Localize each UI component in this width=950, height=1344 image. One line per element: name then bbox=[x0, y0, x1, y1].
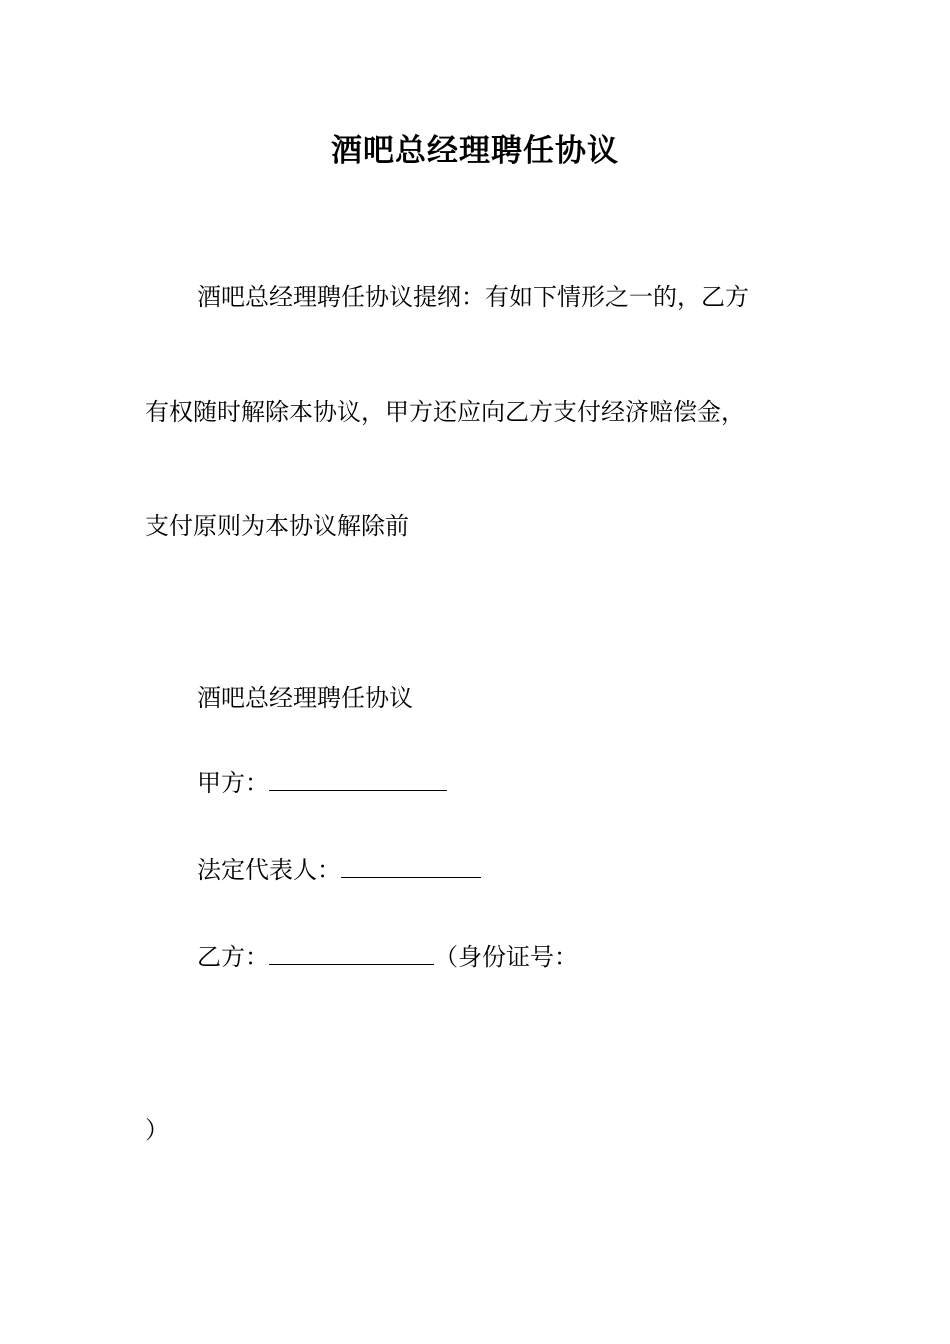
agreement-subtitle: 酒吧总经理聘任协议 bbox=[197, 684, 413, 712]
party-b-label: 乙方： bbox=[197, 943, 269, 971]
closing-parenthesis: ） bbox=[145, 1116, 169, 1144]
summary-line-2: 有权随时解除本协议，甲方还应向乙方支付经济赔偿金， bbox=[145, 398, 745, 426]
legal-representative-blank-field[interactable] bbox=[341, 855, 481, 878]
legal-representative-label: 法定代表人： bbox=[197, 856, 341, 884]
legal-representative-row bbox=[197, 852, 481, 888]
party-a-row bbox=[197, 765, 447, 801]
document-title: 酒吧总经理聘任协议 bbox=[331, 133, 619, 169]
party-a-label: 甲方： bbox=[197, 769, 269, 797]
party-b-blank-field[interactable] bbox=[269, 942, 434, 965]
party-b-row bbox=[197, 939, 578, 975]
id-number-label: （身份证号： bbox=[434, 943, 578, 971]
summary-line-1: 酒吧总经理聘任协议提纲：有如下情形之一的，乙方 bbox=[197, 283, 749, 311]
party-a-blank-field[interactable] bbox=[269, 768, 447, 791]
summary-line-3: 支付原则为本协议解除前 bbox=[145, 512, 409, 540]
